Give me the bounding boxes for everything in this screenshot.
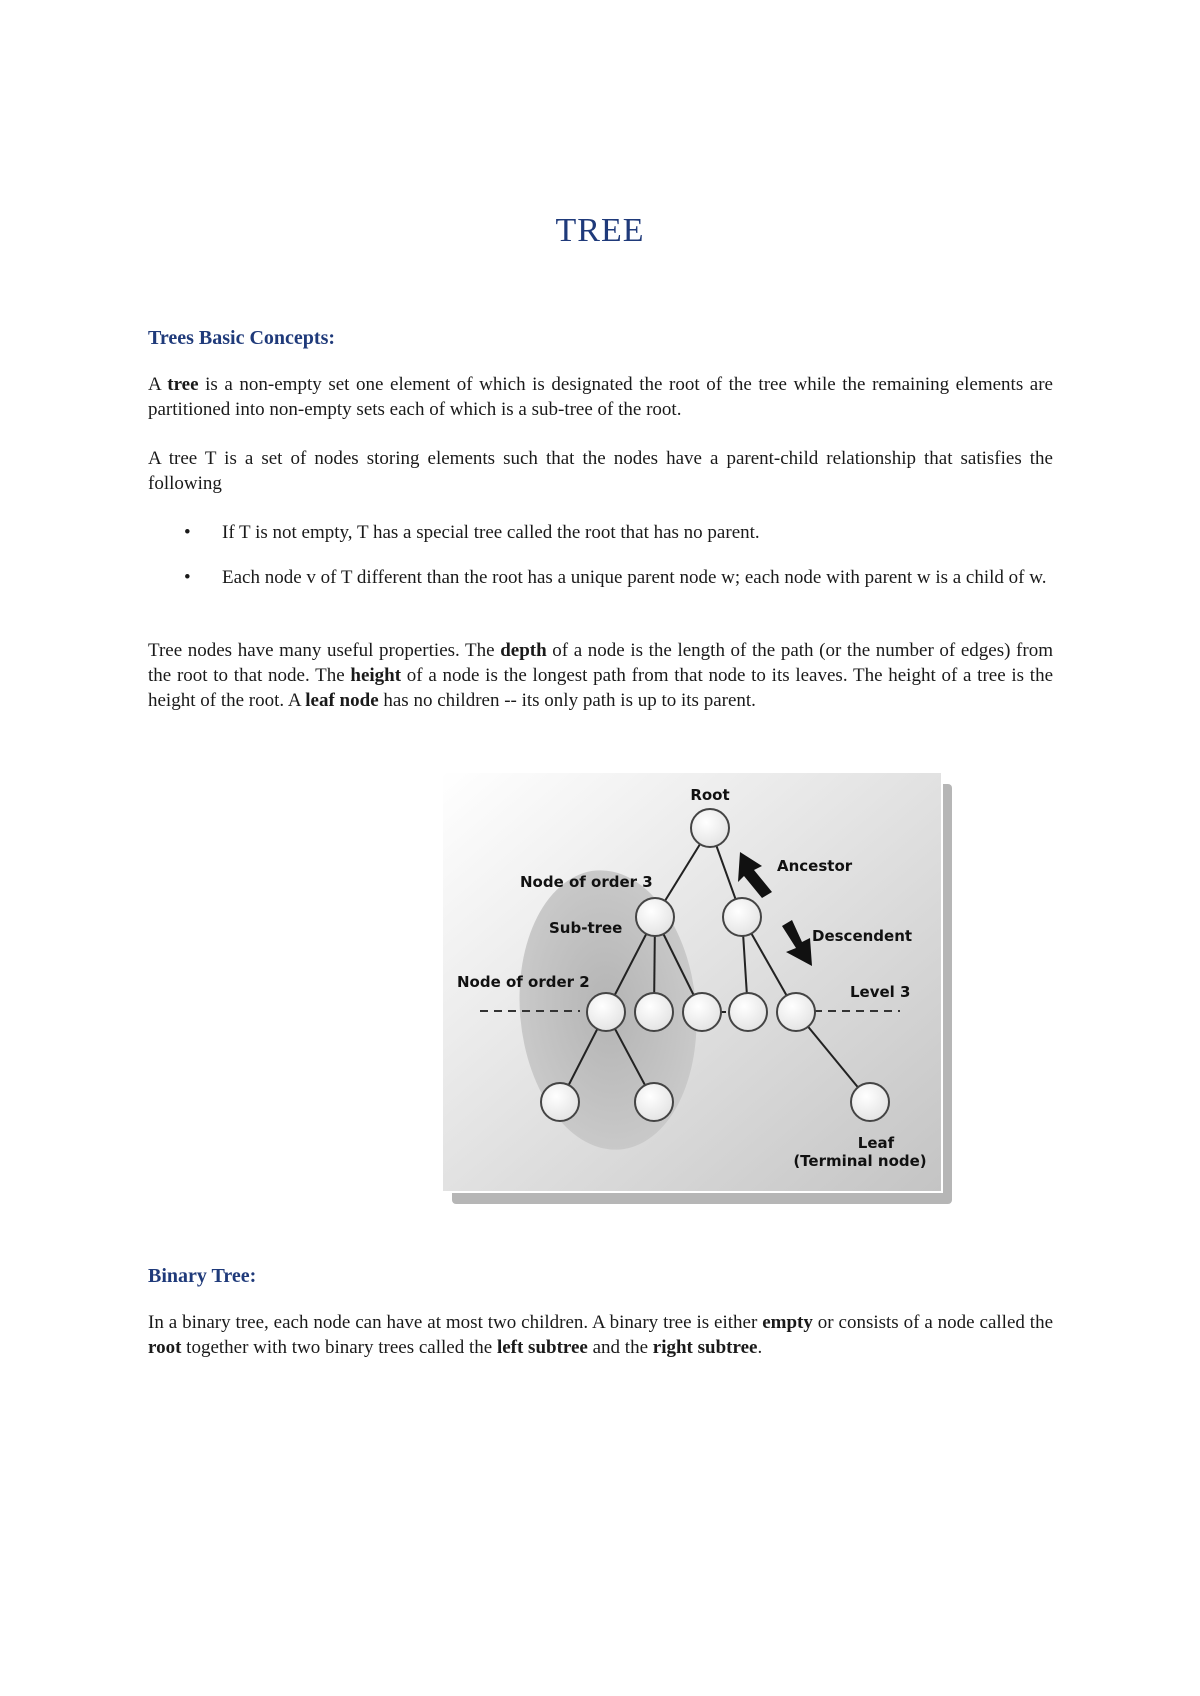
paragraph-tree-properties: Tree nodes have many useful properties. The depth of a node is the length of the path (or the number of edges) from the root to that node. The height of a node is the longest path from that node to its leaves. The height of a tree is the height of the root. A leaf node has no children -- its only path is up to its parent. bbox=[148, 640, 1054, 711]
tree-node bbox=[635, 1083, 673, 1121]
label-root: Root bbox=[690, 786, 730, 804]
bullet-list bbox=[148, 520, 1068, 610]
tree-diagram bbox=[440, 770, 960, 1210]
tree-diagram-figure bbox=[440, 770, 960, 1210]
page-title: TREE bbox=[555, 212, 645, 249]
paragraph-binary-tree: In a binary tree, each node can have at most two children. A binary tree is either empty or consists of a node called the root together with two binary trees called the left subtree and the right subtree. bbox=[148, 1312, 1053, 1358]
paragraph-tree-definition: A tree is a non-empty set one element of which is designated the root of the tree while the remaining elements are partitioned into non-empty sets each of which is a sub-tree of the root. bbox=[148, 374, 1053, 420]
paragraph-tree-set: A tree T is a set of nodes storing elements such that the nodes have a parent-child relationship that satisfies the following bbox=[148, 448, 1053, 494]
tree-node bbox=[729, 993, 767, 1031]
label-subtree: Sub-tree bbox=[549, 919, 623, 937]
root-node bbox=[691, 809, 729, 847]
list-item: • Each node v of T different than the root has a unique parent node w; each node with parent w is a child of w. bbox=[184, 567, 1047, 588]
label-terminal-node: (Terminal node) bbox=[793, 1152, 927, 1170]
section-heading-binary-tree: Binary Tree: bbox=[148, 1265, 257, 1287]
label-level-3: Level 3 bbox=[850, 983, 911, 1001]
section-heading-trees-basic: Trees Basic Concepts: bbox=[148, 327, 336, 349]
tree-node bbox=[777, 993, 815, 1031]
label-node-order-3: Node of order 3 bbox=[520, 873, 653, 891]
tree-node bbox=[683, 993, 721, 1031]
tree-node bbox=[636, 898, 674, 936]
label-leaf: Leaf bbox=[857, 1134, 895, 1152]
tree-node bbox=[587, 993, 625, 1031]
tree-node bbox=[723, 898, 761, 936]
leaf-node bbox=[851, 1083, 889, 1121]
label-node-order-2: Node of order 2 bbox=[457, 973, 590, 991]
tree-node bbox=[635, 993, 673, 1031]
tree-node bbox=[541, 1083, 579, 1121]
list-item: • If T is not empty, T has a special tree called the root that has no parent. bbox=[184, 522, 760, 543]
label-descendent: Descendent bbox=[812, 927, 913, 945]
label-ancestor: Ancestor bbox=[777, 857, 853, 875]
